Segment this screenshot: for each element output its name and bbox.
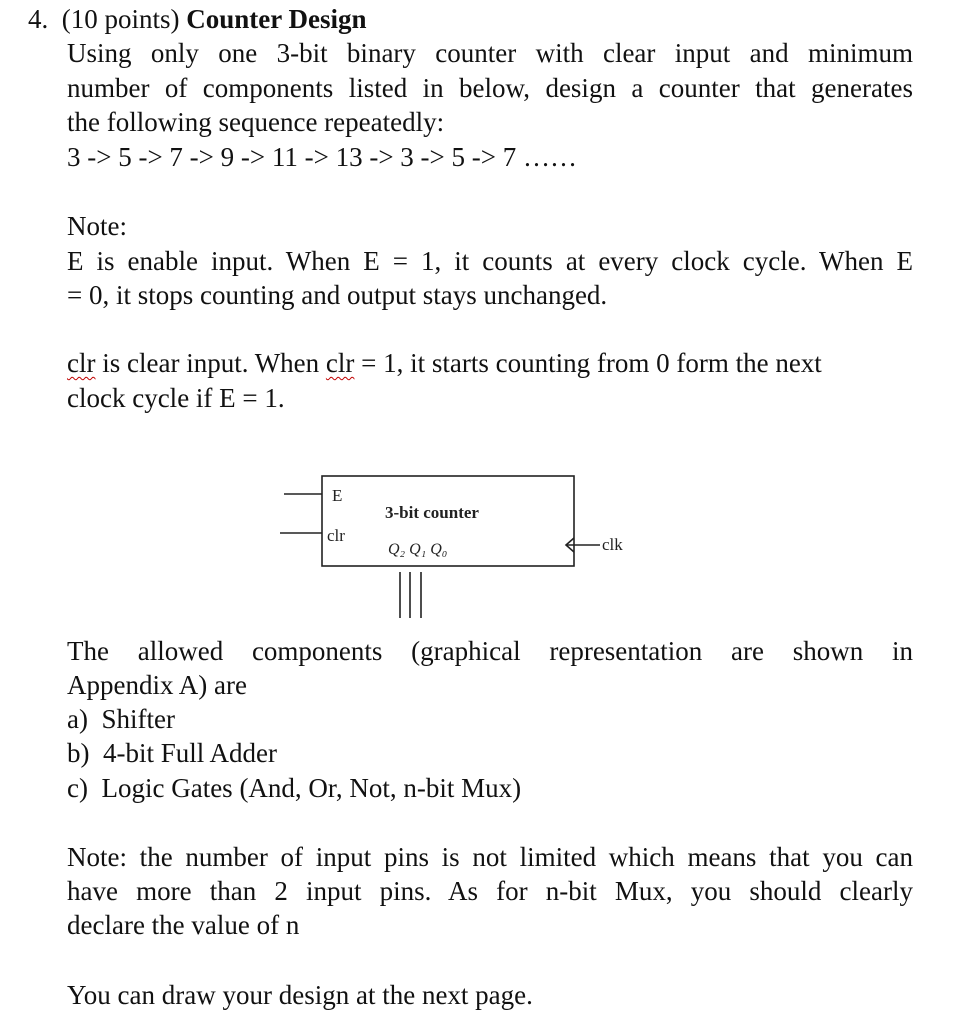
question-title: Counter Design	[186, 4, 367, 34]
list-item	[67, 736, 277, 770]
list-marker: b)	[67, 738, 90, 768]
note-clear-line-1: clr is clear input. When clr = 1, it starts counting from 0 form the next	[67, 348, 822, 378]
list-text: Shifter	[101, 704, 175, 734]
footer-instruction: You can draw your design at the next page.	[67, 980, 533, 1010]
components-intro-line-1: The allowed components (graphical representation are shown in	[67, 636, 913, 666]
intro-line-2: number of components listed in below, design a counter that generates	[67, 73, 913, 103]
list-marker: c)	[67, 773, 88, 803]
note-inputs-line-1: Note: the number of input pins is not limited which means that you can	[67, 842, 913, 872]
list-item	[67, 702, 175, 736]
list-marker: a)	[67, 704, 88, 734]
counter-title: 3-bit counter	[385, 503, 479, 522]
note-clear-line-2: clock cycle if E = 1.	[67, 383, 285, 413]
sequence: 3 -> 5 -> 7 -> 9 -> 11 -> 13 -> 3 -> 5 -> 7 ……	[67, 142, 577, 172]
question-points: (10 points)	[61, 4, 180, 34]
note-enable-line-2: = 0, it stops counting and output stays unchanged.	[67, 280, 608, 310]
label-clk: clk	[602, 535, 623, 554]
question-number: 4.	[28, 4, 49, 34]
intro-line-3: the following sequence repeatedly:	[67, 107, 445, 137]
list-text: Logic Gates (And, Or, Not, n-bit Mux)	[101, 773, 522, 803]
list-item	[67, 771, 521, 805]
counter-outputs: Q₂ Q₁ Q₀	[388, 541, 448, 558]
note-heading: Note:	[67, 211, 127, 241]
components-intro-line-2: Appendix A) are	[67, 670, 247, 700]
note-inputs-line-2: have more than 2 input pins. As for n-bit Mux, you should clearly	[67, 876, 913, 906]
label-e: E	[332, 486, 343, 505]
intro-line-1: Using only one 3-bit binary counter with clear input and minimum	[67, 38, 913, 68]
clr-word: clr	[325, 348, 355, 378]
label-clr: clr	[327, 526, 345, 545]
counter-diagram	[270, 468, 650, 628]
question-header	[28, 2, 367, 36]
note-inputs-line-3: declare the value of n	[67, 910, 300, 940]
note-enable-line-1: E is enable input. When E = 1, it counts at every clock cycle. When E	[67, 246, 913, 276]
clr-word: clr	[67, 348, 96, 378]
list-text: 4-bit Full Adder	[103, 738, 277, 768]
